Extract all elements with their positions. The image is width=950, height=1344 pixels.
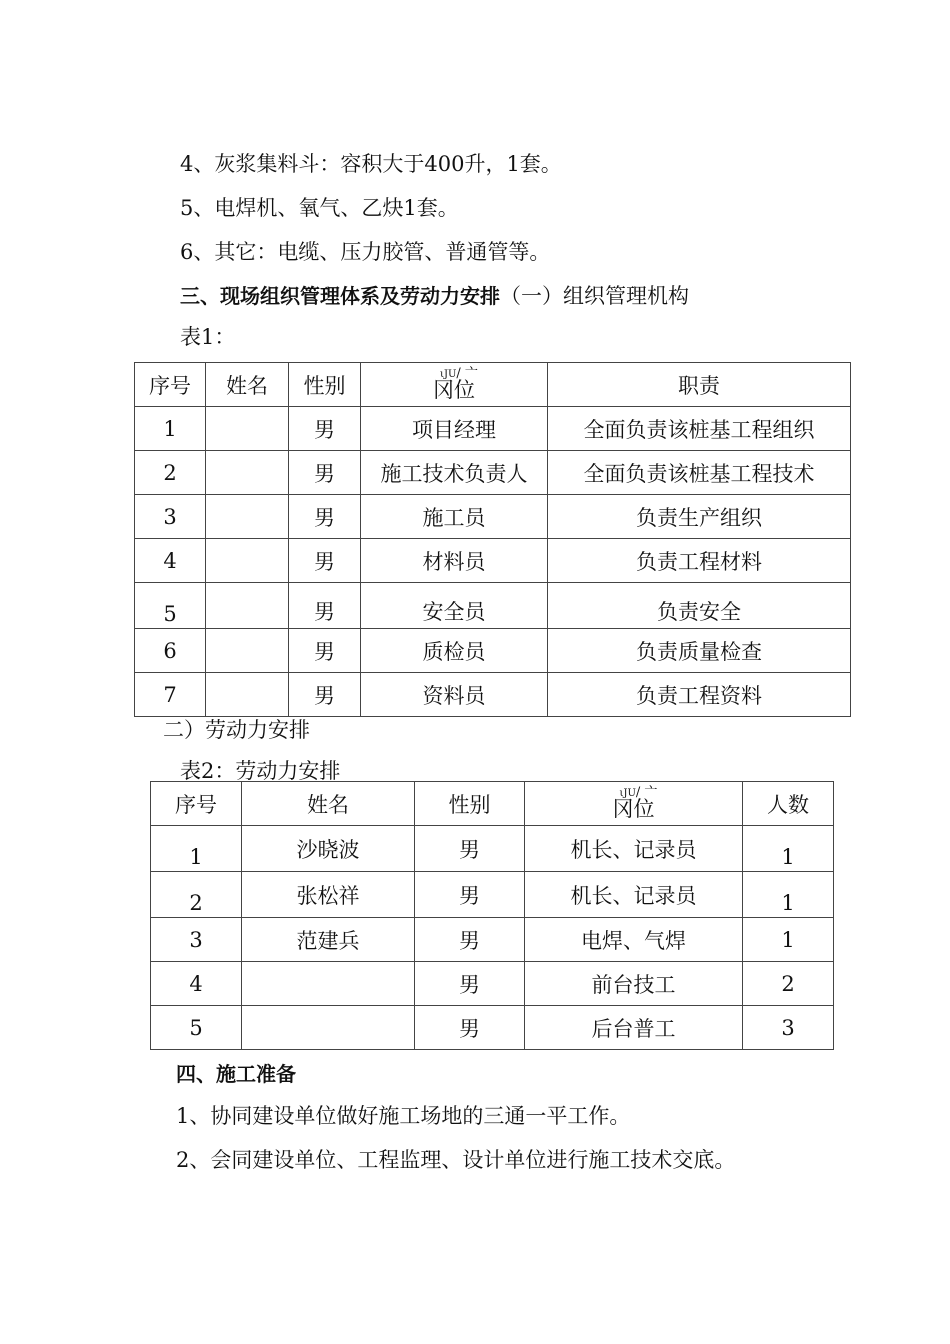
section-4-item-2: 2、会同建设单位、工程监理、设计单位进行施工技术交底。 [176, 1148, 736, 1172]
cell-gender: 男 [289, 451, 361, 495]
cell-gender: 男 [289, 495, 361, 539]
post-header-main: 冈位 [612, 796, 655, 821]
cell-duty: 负责安全 [548, 583, 851, 629]
cell-name [206, 495, 289, 539]
table-1-caption: 表1： [180, 325, 236, 349]
cell-duty: 负责质量检查 [548, 629, 851, 673]
table-row [135, 673, 851, 717]
cell-name [206, 539, 289, 583]
labor-table [150, 781, 834, 1050]
table-row [151, 872, 834, 918]
cell-post: 项目经理 [361, 407, 548, 451]
cell-name [242, 1006, 415, 1050]
section-4-heading: 四、施工准备 [176, 1062, 296, 1086]
table-row [151, 918, 834, 962]
header-name: 姓名 [242, 782, 415, 826]
post-header-glyph [430, 365, 478, 402]
cell-post: 安全员 [361, 583, 548, 629]
table-row [135, 451, 851, 495]
cell-no: 1 [135, 407, 206, 451]
org-table [134, 362, 851, 717]
post-tiny-text: ιJU [440, 368, 457, 380]
cell-post: 质检员 [361, 629, 548, 673]
header-name: 姓名 [206, 363, 289, 407]
cell-no: 7 [135, 673, 206, 717]
table-2-caption: 表2：劳动力安排 [180, 759, 341, 783]
cell-gender: 男 [415, 1006, 525, 1050]
table-row [135, 495, 851, 539]
cell-post: 材料员 [361, 539, 548, 583]
header-no: 序号 [151, 782, 242, 826]
table-row [135, 583, 851, 629]
header-post [525, 782, 743, 826]
table-header-row [135, 363, 851, 407]
cell-gender: 男 [415, 826, 525, 872]
cell-gender: 男 [415, 918, 525, 962]
section-3-title: 三、现场组织管理体系及劳动力安排 [180, 284, 500, 308]
labor-heading: 二）劳动力安排 [163, 718, 310, 742]
cell-no: 4 [135, 539, 206, 583]
cell-name [206, 583, 289, 629]
cell-post: 施工技术负责人 [361, 451, 548, 495]
header-post [361, 363, 548, 407]
cell-name [206, 673, 289, 717]
cell-no: 4 [151, 962, 242, 1006]
cell-post: 后台普工 [525, 1006, 743, 1050]
table-row [151, 962, 834, 1006]
cell-post: 施工员 [361, 495, 548, 539]
cell-name: 张松祥 [242, 872, 415, 918]
cell-no: 6 [135, 629, 206, 673]
table-row [151, 826, 834, 872]
cell-gender: 男 [289, 583, 361, 629]
table-header-row [151, 782, 834, 826]
cell-name: 沙晓波 [242, 826, 415, 872]
post-tiny-text: ιJU [619, 787, 636, 799]
cell-count: 2 [743, 962, 834, 1006]
cell-name [206, 451, 289, 495]
cell-count: 1 [743, 918, 834, 962]
header-duty: 职责 [548, 363, 851, 407]
intro-item-5: 5、电焊机、氧气、乙炔1套。 [180, 196, 459, 220]
table-row [151, 1006, 834, 1050]
header-gender: 性别 [415, 782, 525, 826]
cell-duty: 负责工程材料 [548, 539, 851, 583]
cell-count: 3 [743, 1006, 834, 1050]
cell-no: 2 [151, 872, 242, 918]
header-no: 序号 [135, 363, 206, 407]
cell-no: 1 [151, 826, 242, 872]
post-mark: 亠 [464, 365, 478, 381]
header-gender: 性别 [289, 363, 361, 407]
cell-gender: 男 [289, 407, 361, 451]
section-3-heading [180, 282, 689, 310]
cell-no: 3 [151, 918, 242, 962]
post-slash: / [456, 365, 465, 381]
table-row [135, 629, 851, 673]
cell-gender: 男 [415, 872, 525, 918]
cell-no: 5 [151, 1006, 242, 1050]
cell-gender: 男 [289, 673, 361, 717]
cell-no: 5 [135, 583, 206, 629]
intro-item-6: 6、其它：电缆、压力胶管、普通管等。 [180, 240, 551, 264]
table-row [135, 539, 851, 583]
cell-name [242, 962, 415, 1006]
cell-post: 资料员 [361, 673, 548, 717]
intro-item-4: 4、灰浆集料斗：容积大于400升，1套。 [180, 152, 562, 176]
cell-duty: 全面负责该桩基工程组织 [548, 407, 851, 451]
section-3-subtitle: （一）组织管理机构 [500, 284, 689, 308]
cell-duty: 负责工程资料 [548, 673, 851, 717]
cell-duty: 全面负责该桩基工程技术 [548, 451, 851, 495]
cell-post: 电焊、气焊 [525, 918, 743, 962]
post-mark: 亠 [644, 784, 658, 800]
cell-gender: 男 [289, 539, 361, 583]
post-header-glyph [610, 784, 658, 821]
cell-post: 前台技工 [525, 962, 743, 1006]
cell-name [206, 629, 289, 673]
cell-gender: 男 [289, 629, 361, 673]
post-header-main: 冈位 [432, 377, 475, 402]
section-4-item-1: 1、协同建设单位做好施工场地的三通一平工作。 [176, 1104, 631, 1128]
cell-gender: 男 [415, 962, 525, 1006]
cell-count: 1 [743, 826, 834, 872]
header-count: 人数 [743, 782, 834, 826]
cell-count: 1 [743, 872, 834, 918]
cell-no: 3 [135, 495, 206, 539]
cell-duty: 负责生产组织 [548, 495, 851, 539]
cell-post: 机长、记录员 [525, 872, 743, 918]
cell-no: 2 [135, 451, 206, 495]
cell-name: 范建兵 [242, 918, 415, 962]
cell-name [206, 407, 289, 451]
post-slash: / [635, 784, 645, 800]
cell-post: 机长、记录员 [525, 826, 743, 872]
table-row [135, 407, 851, 451]
